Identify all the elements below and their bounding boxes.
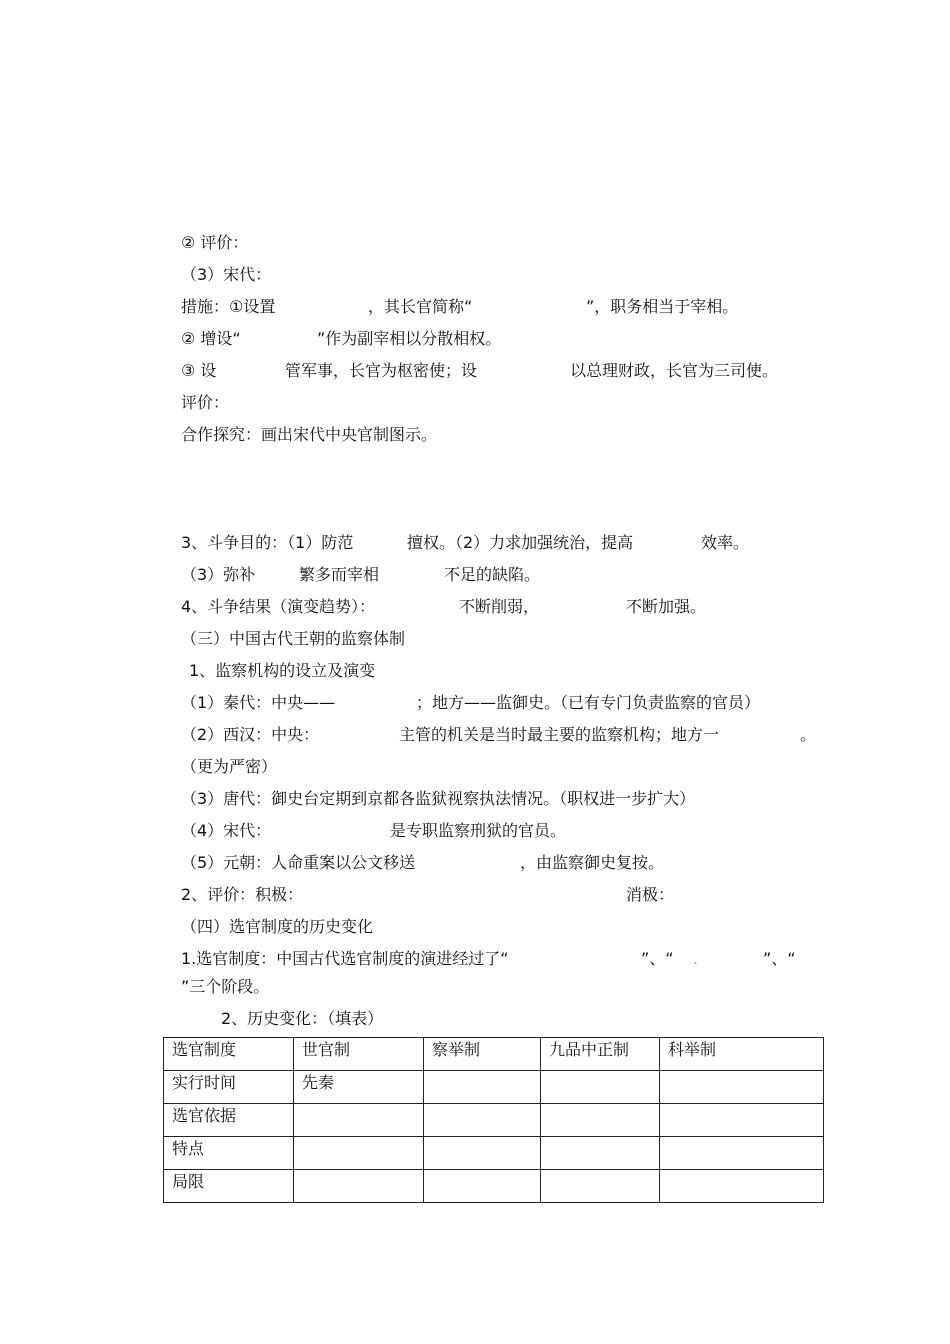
western-han-end: 。 — [800, 725, 817, 744]
qin-line-end: ；地方——监御史。（已有专门负责监察的官员） — [416, 693, 761, 712]
selection-system-quote-2: ”、“ — [763, 949, 796, 968]
stray-dot-mark: . — [693, 949, 699, 968]
table-cell — [541, 1104, 660, 1137]
evaluation-positive: 2、评价：积极： — [181, 885, 304, 904]
song-dynasty-heading: （3）宋代： — [181, 265, 272, 284]
struggle-result-middle: 不断削弱， — [459, 597, 540, 616]
table-header-cell: 科举制 — [660, 1038, 824, 1071]
history-change-heading: 2、历史变化：（填表） — [221, 1009, 384, 1028]
cooperative-inquiry: 合作探究：画出宋代中央官制图示。 — [181, 425, 438, 444]
measure-1-middle: ，其长官简称“ — [368, 297, 473, 316]
table-cell — [424, 1071, 541, 1104]
table-header-cell: 九品中正制 — [541, 1038, 660, 1071]
table-row — [164, 1104, 824, 1137]
measure-1-end: ”，职务相当于宰相。 — [586, 297, 739, 316]
table-cell: 实行时间 — [164, 1071, 294, 1104]
measure-3-end: 以总理财政，长官为三司使。 — [570, 361, 779, 380]
table-header-row — [164, 1038, 824, 1071]
yuan-line-start: （5）元朝：人命重案以公文移送 — [181, 853, 416, 872]
struggle-goal-end: 效率。 — [701, 533, 750, 552]
table-row — [164, 1137, 824, 1170]
struggle-result-start: 4、斗争结果（演变趋势）： — [181, 597, 376, 616]
selection-system-table — [163, 1037, 824, 1203]
table-cell — [424, 1170, 541, 1203]
western-han-middle: 主管的机关是当时最主要的监察机构；地方一 — [399, 725, 720, 744]
measure-2-end: ”作为副宰相以分散相权。 — [317, 329, 502, 348]
table-cell — [294, 1170, 424, 1203]
table-cell — [541, 1137, 660, 1170]
measure-3-middle: 管军事，长官为枢密使；设 — [285, 361, 478, 380]
table-cell — [541, 1170, 660, 1203]
table-cell — [660, 1170, 824, 1203]
struggle-goal3-middle: 繁多而宰相 — [299, 565, 380, 584]
struggle-goal3-start: （3）弥补 — [181, 565, 256, 584]
song-line-start: （4）宋代： — [181, 821, 272, 840]
evaluation-line: ② 评价： — [181, 233, 249, 252]
measure-2-start: ② 增设“ — [181, 329, 241, 348]
western-han-note: （更为严密） — [181, 757, 278, 776]
table-cell — [294, 1137, 424, 1170]
measure-3-start: ③ 设 — [181, 361, 217, 380]
selection-system-end: ”三个阶段。 — [181, 977, 270, 996]
struggle-goal3-end: 不足的缺陷。 — [444, 565, 541, 584]
selection-system-start: 1.选官制度：中国古代选官制度的演进经过了“ — [181, 949, 509, 968]
yuan-line-end: ，由监察御史复按。 — [520, 853, 665, 872]
struggle-goal-start: 3、斗争目的：（1）防范 — [181, 533, 354, 552]
table-cell: 选官依据 — [164, 1104, 294, 1137]
table-cell: 先秦 — [294, 1071, 424, 1104]
table-row — [164, 1170, 824, 1203]
table-row — [164, 1071, 824, 1104]
table-header-cell: 察举制 — [424, 1038, 541, 1071]
table-cell — [424, 1104, 541, 1137]
table-cell — [660, 1104, 824, 1137]
struggle-goal-middle: 擅权。（2）力求加强统治，提高 — [407, 533, 634, 552]
table-header-cell: 世官制 — [294, 1038, 424, 1071]
table-cell: 特点 — [164, 1137, 294, 1170]
measure-1-start: 措施：①设置 — [181, 297, 276, 316]
struggle-result-end: 不断加强。 — [626, 597, 707, 616]
section-supervision-heading: （三）中国古代王朝的监察体制 — [181, 629, 406, 648]
table-header-cell: 选官制度 — [164, 1038, 294, 1071]
table-cell — [294, 1104, 424, 1137]
qin-line-start: （1）秦代：中央—— — [181, 693, 336, 712]
table-cell: 局限 — [164, 1170, 294, 1203]
table-cell — [660, 1071, 824, 1104]
table-cell — [424, 1137, 541, 1170]
section-selection-heading: （四）选官制度的历史变化 — [181, 917, 374, 936]
supervision-subheading: 1、监察机构的设立及演变 — [189, 661, 376, 680]
evaluation-label: 评价： — [181, 393, 230, 412]
selection-system-quote-1: ”、“ — [641, 949, 674, 968]
song-line-end: 是专职监察刑狱的官员。 — [390, 821, 567, 840]
western-han-start: （2）西汉：中央： — [181, 725, 320, 744]
tang-line: （3）唐代：御史台定期到京都各监狱视察执法情况。（职权进一步扩大） — [181, 789, 696, 808]
table-cell — [660, 1137, 824, 1170]
evaluation-negative: 消极： — [626, 885, 675, 904]
table-cell — [541, 1071, 660, 1104]
